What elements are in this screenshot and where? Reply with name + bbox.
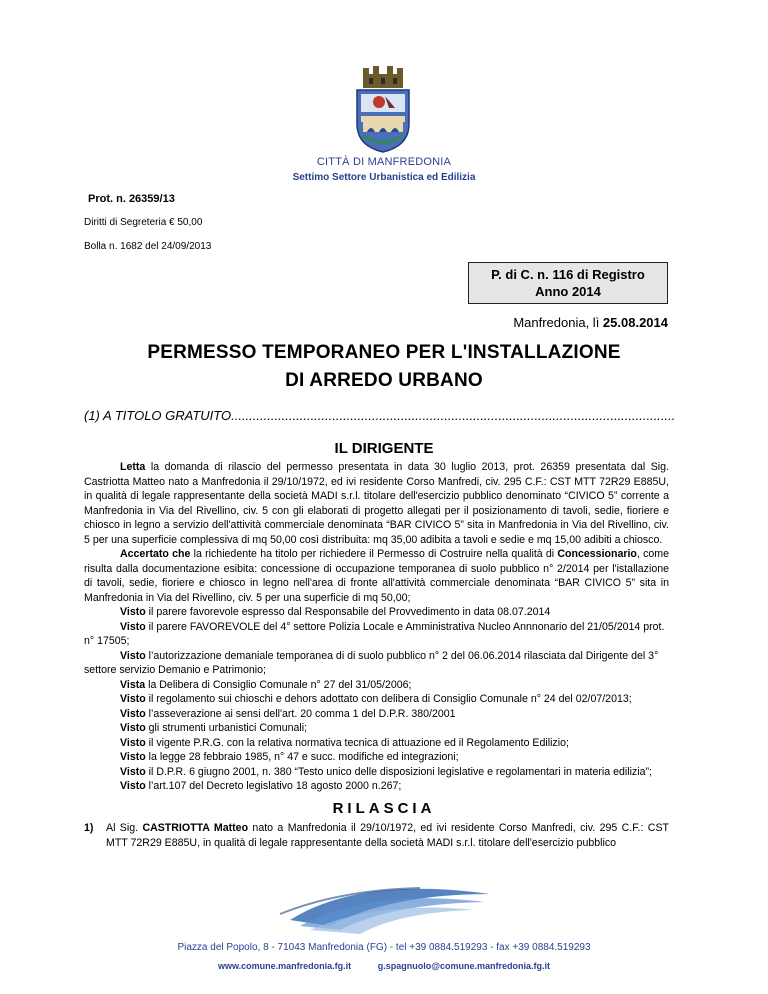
- footer-website-link[interactable]: www.comune.manfredonia.fg.it: [218, 961, 352, 971]
- footer-address: Piazza del Popolo, 8 - 71043 Manfredonia (FG) - tel +39 0884.519293 - fax +39 0884.519293: [177, 942, 591, 953]
- coat-of-arms-icon: [349, 62, 417, 154]
- free-of-charge-line: (1) A TITOLO GRATUITO...........................................................................................................................: [84, 408, 676, 423]
- footer-email-link[interactable]: g.spagnuolo@comune.manfredonia.fg.it: [377, 961, 550, 971]
- visto-item: Visto il D.P.R. 6 giugno 2001, n. 380 “Testo unico delle disposizioni legislative e regolamentari in materia edilizia”;: [120, 765, 652, 778]
- item-number: 1): [84, 822, 94, 834]
- register-line-2: Anno 2014: [535, 284, 601, 299]
- visto-item: Visto il parere favorevole espresso dal Responsabile del Provvedimento in data 08.07.2014: [120, 606, 551, 618]
- document-title-line-2: DI ARREDO URBANO: [285, 370, 483, 391]
- section-heading-dirigente: IL DIRIGENTE: [334, 440, 434, 457]
- register-box: [468, 262, 668, 304]
- date-prefix: Manfredonia, lì: [513, 315, 603, 330]
- protocol-number: Prot. n. 26359/13: [88, 193, 175, 205]
- city-name: CITTÀ DI MANFREDONIA: [316, 156, 452, 168]
- visto-item: Vista la Delibera di Consiglio Comunale n° 27 del 31/05/2006;: [120, 678, 412, 691]
- secretary-fees: Diritti di Segreteria € 50,00: [84, 217, 203, 228]
- visto-item: Visto l’autorizzazione demaniale temporanea di di suolo pubblico n° 2 del 06.06.2014 rilasciata dal Dirigente del 3° settore servizio Demanio e Patrimonio;: [84, 649, 659, 676]
- visto-item: Visto la legge 28 febbraio 1985, n° 47 e succ. modifiche ed integrazioni;: [120, 751, 459, 763]
- document-date: [400, 315, 668, 330]
- bolla-number: Bolla n. 1682 del 24/09/2013: [84, 241, 212, 252]
- register-line-1: P. di C. n. 116 di Registro: [491, 267, 645, 282]
- document-body: [84, 460, 669, 794]
- visto-item: Visto il parere FAVOREVOLE del 4° settore Polizia Locale e Amministrativa Nucleo Annnonario del 21/05/2014 prot. n° 17505;: [84, 620, 665, 647]
- list-item: [84, 821, 669, 850]
- visto-item: Visto il regolamento sui chioschi e dehors adottato con delibera di Consiglio Comunale n° 24 del 02/07/2013;: [120, 693, 632, 705]
- visto-item: Visto il vigente P.R.G. con la relativa normativa tecnica di attuazione ed il Regolamento Edilizio;: [120, 736, 569, 749]
- visto-item: Visto gli strumenti urbanistici Comunali;: [120, 722, 308, 734]
- document-title-line-1: PERMESSO TEMPORANEO PER L'INSTALLAZIONE: [147, 342, 621, 363]
- item-text: Al Sig. CASTRIOTTA Matteo nato a Manfredonia il 29/10/1972, ed ivi residente Corso Manfredi, civ. 295 C.F.: CST MTT 72R29 E885U, in qualità di legale rappresentante della società MADI s.r.l. titolare dell'esercizio pubblico: [106, 822, 669, 849]
- section-heading-rilascia: RILASCIA: [332, 800, 436, 817]
- wave-logo-icon: [270, 880, 500, 938]
- sector-name: Settimo Settore Urbanistica ed Edilizia: [292, 172, 476, 183]
- visto-item: Visto l’asseverazione ai sensi dell'art. 20 comma 1 del D.P.R. 380/2001: [120, 707, 456, 720]
- visto-item: Visto l’art.107 del Decreto legislativo 18 agosto 2000 n.267;: [120, 780, 402, 792]
- paragraph-accertato: Accertato che la richiedente ha titolo per richiedere il Permesso di Costruire nella qualità di Concessionario, come risulta dalla documentazione esibita: concessione di occupazione temporanea di suolo pubblico n° 2/2014 per l'istallazione di tavoli, sedie, fioriere e chiosco in legno nell'area di fronte all'attività commerciale denominata “BAR CIVICO 5” sita in Manfredonia in Via del Rivellino, civ. 5 per una superficie di mq 50,00;: [84, 548, 669, 604]
- date-value: 25.08.2014: [602, 315, 668, 330]
- paragraph-letta: Letta la domanda di rilascio del permesso presentata in data 30 luglio 2013, prot. 26359 presentata dal Sig. Castriotta Matteo nato a Manfredonia il 29/10/1972, ed ivi residente Corso Manfredi, civ. 295 C.F.: CST MTT 72R29 E885U, in qualità di legale rappresentante della società MADI s.r.l. titolare dell'esercizio pubblico denominato “CIVICO 5” corrente a Manfredonia in Via del Rivellino, civ. 5 con gli elaborati di progetto allegati per il posizionamento di tavoli, sedie, fioriere e chiosco in legno a servizio dell'attività commerciale denominata “BAR CIVICO 5” sita in Manfredonia in Via del Rivellino, civ. 5 per una superficie complessiva di mq 50,00 così distribuita: mq 35,00 adibita a tavoli e sedie e mq 15,00 adibiti a chiosco.: [84, 461, 669, 546]
- footer-contacts: [0, 961, 768, 971]
